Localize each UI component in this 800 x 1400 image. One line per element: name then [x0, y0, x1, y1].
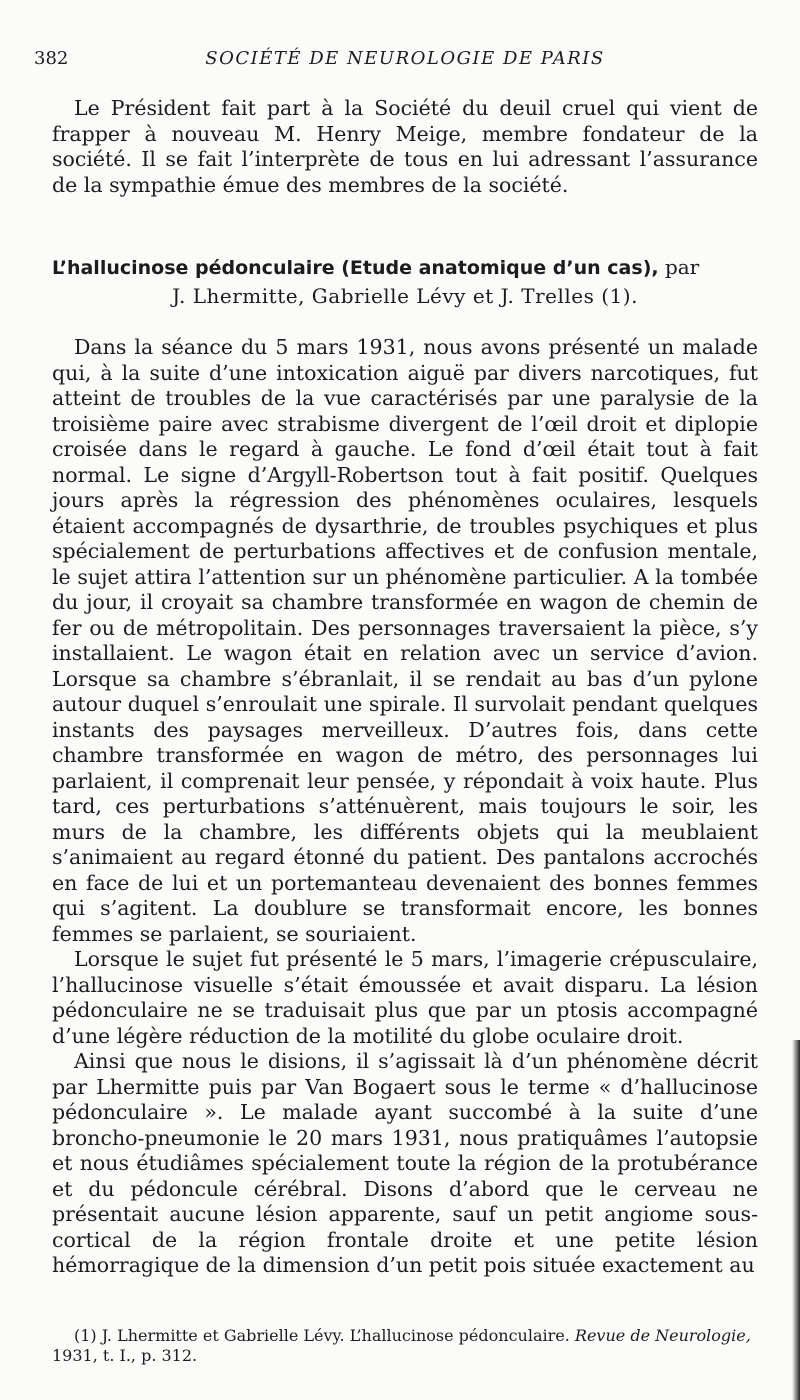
body-paragraph-1: Dans la séance du 5 mars 1931, nous avons présenté un malade qui, à la suite d’une intoxication aiguë par divers narcotiques, fut atteint de troubles de la vue caractérisés par une paralysie de la troisième paire avec strabisme divergent de l’œil droit et diplopie croisée dans le regard à gauche. Le fond d’œil était tout à fait normal. Le signe d’Argyll-Robertson tout à fait positif. Quelques jours après la régression des phénomènes oculaires, lesquels étaient accompagnés de dysarthrie, de troubles psychiques et plus spécialement de perturbations affectives et de confusion mentale, le sujet attira l’attention sur un phénomène particulier. A la tombée du jour, il croyait sa chambre transformée en wagon de chemin de fer ou de métropolitain. Des personnages traversaient la pièce, s’y installaient. Le wagon était en relation avec un service d’avion. Lorsque sa chambre s’ébranlait, il se rendait au bas d’un pylone autour duquel s’enroulait une spirale. Il survolait pendant quelques instants des paysages merveilleux. D’autres fois, dans cette chambre transformée en wagon de métro, des personnages lui parlaient, il comprenait leur pensée, y répondait à voix haute. Plus tard, ces perturbations s’atténuèrent, mais toujours le soir, les murs de la chambre, les différents objets qui la meublaient s’animaient au regard étonné du patient. Des pantalons accrochés en face de lui et un portemanteau devenaient des bonnes femmes qui s’agitent. La doublure se transformait encore, les bonnes femmes se parlaient, se souriaient. [52, 335, 758, 946]
body-paragraph-3: Ainsi que nous le disions, il s’agissait là d’un phénomène décrit par Lhermitte puis par Van Bogaert sous le terme « d’hallucinose pédonculaire ». Le malade ayant succombé à la suite d’une broncho-pneumonie le 20 mars 1931, nous pratiquâmes l’autopsie et nous étudiâmes spécialement toute la région de la protubérance et du pédoncule cérébral. Disons d’abord que le cerveau ne présentait aucune lésion apparente, sauf un petit angiome sous-cortical de la région frontale droite et une petite lésion hémorragique de la dimension d’un petit pois située exactement au [52, 1049, 758, 1277]
footnote [52, 1326, 758, 1366]
scan-edge-shadow [792, 1040, 800, 1400]
running-header [34, 48, 758, 78]
footnote-journal: Revue de Neurologie, [574, 1325, 751, 1345]
article-authors: J. Lhermitte, Gabrielle Lévy et J. Trelles (1). [172, 284, 638, 308]
footnote-separator [52, 1319, 758, 1320]
page-number: 382 [34, 48, 69, 69]
article-by: par [664, 255, 700, 279]
article-title: L’hallucinose pédonculaire (Etude anatomique d’un cas), [52, 257, 659, 279]
announcement-paragraph: Le Président fait part à la Société du deuil cruel qui vient de frapper à nouveau M. Henry Meige, membre fondateur de la société. Il se fait l’interprète de tous en lui adressant l’assurance de la sympathie émue des membres de la société. [52, 96, 758, 197]
footnote-ref: 1931, t. I., p. 312. [52, 1345, 198, 1365]
journal-title: SOCIÉTÉ DE NEUROLOGIE DE PARIS [205, 48, 605, 69]
body-paragraph-2: Lorsque le sujet fut présenté le 5 mars, l’imagerie crépusculaire, l’hallucinose visuelle s’était émoussée et avait disparu. La lésion pédonculaire ne se traduisait plus que par un ptosis accompagné d’une légère réduction de la motilité du globe oculaire droit. [52, 947, 758, 1048]
page-content [34, 48, 758, 1366]
article-heading [52, 254, 758, 309]
footnote-text: (1) J. Lhermitte et Gabrielle Lévy. L’hallucinose pédonculaire. [74, 1325, 570, 1345]
